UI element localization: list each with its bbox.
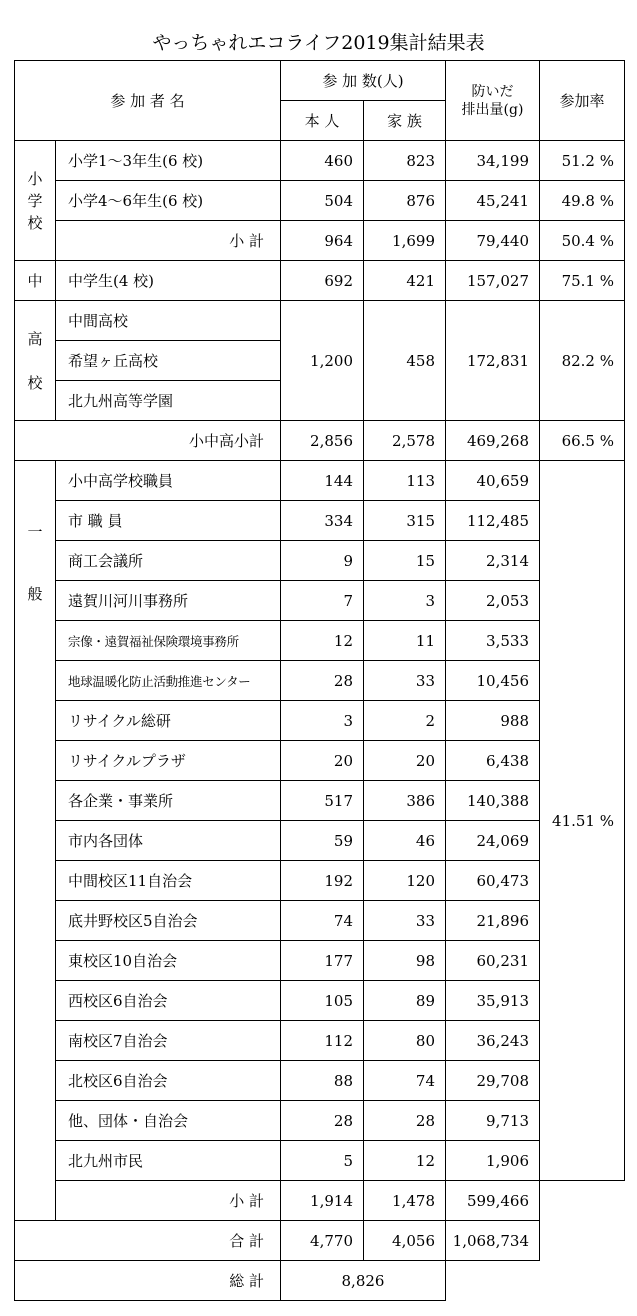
emissions-cell: 469,268 [446, 421, 540, 461]
self-cell: 4,770 [281, 1221, 364, 1261]
row-name: 商工会議所 [56, 541, 281, 581]
self-cell: 460 [281, 141, 364, 181]
table-row [15, 581, 625, 621]
table-row [15, 541, 625, 581]
row-name: 宗像・遠賀福祉保険環境事務所 [56, 621, 281, 661]
table-row [15, 901, 625, 941]
row-name: 中間高校 [56, 301, 281, 341]
row-name: 北校区6自治会 [56, 1061, 281, 1101]
self-cell: 5 [281, 1141, 364, 1181]
self-cell: 28 [281, 1101, 364, 1141]
general-label: 一般 [15, 461, 56, 1221]
school-subtotal-row [15, 421, 625, 461]
emissions-cell: 9,713 [446, 1101, 540, 1141]
emissions-cell: 60,473 [446, 861, 540, 901]
family-cell: 876 [364, 181, 446, 221]
family-cell: 1,478 [364, 1181, 446, 1221]
emissions-cell: 112,485 [446, 501, 540, 541]
self-cell: 12 [281, 621, 364, 661]
self-cell: 964 [281, 221, 364, 261]
row-name: 市 職 員 [56, 501, 281, 541]
self-cell: 7 [281, 581, 364, 621]
emissions-cell: 21,896 [446, 901, 540, 941]
general-rate-cell: 41.51 % [540, 461, 625, 1181]
family-cell: 33 [364, 901, 446, 941]
grand-total-row [15, 1261, 625, 1301]
row-name: 北九州市民 [56, 1141, 281, 1181]
emissions-cell: 79,440 [446, 221, 540, 261]
family-cell: 89 [364, 981, 446, 1021]
family-cell: 1,699 [364, 221, 446, 261]
table-row [15, 461, 625, 501]
rate-header: 参加率 [540, 61, 625, 141]
emissions-cell: 6,438 [446, 741, 540, 781]
family-header: 家 族 [364, 101, 446, 141]
self-cell: 9 [281, 541, 364, 581]
family-cell: 421 [364, 261, 446, 301]
family-cell: 113 [364, 461, 446, 501]
junior-high-label: 中 [15, 261, 56, 301]
rate-cell: 75.1 % [540, 261, 625, 301]
family-cell: 12 [364, 1141, 446, 1181]
row-name: 東校区10自治会 [56, 941, 281, 981]
family-cell: 80 [364, 1021, 446, 1061]
table-row [15, 501, 625, 541]
row-name: 西校区6自治会 [56, 981, 281, 1021]
emissions-header-line2: 排出量(g) [461, 101, 524, 118]
self-cell: 20 [281, 741, 364, 781]
row-name: 遠賀川河川事務所 [56, 581, 281, 621]
emissions-cell: 34,199 [446, 141, 540, 181]
emissions-cell: 599,466 [446, 1181, 540, 1221]
family-cell: 46 [364, 821, 446, 861]
results-table [14, 60, 625, 1301]
grand-total-label: 総 計 [15, 1261, 281, 1301]
table-row [15, 981, 625, 1021]
family-cell: 458 [364, 301, 446, 421]
rate-cell: 66.5 % [540, 421, 625, 461]
row-name: 中学生(4 校) [56, 261, 281, 301]
emissions-cell: 10,456 [446, 661, 540, 701]
self-cell: 2,856 [281, 421, 364, 461]
table-row [15, 301, 625, 341]
table-row [15, 261, 625, 301]
family-cell: 28 [364, 1101, 446, 1141]
self-cell: 28 [281, 661, 364, 701]
emissions-cell: 157,027 [446, 261, 540, 301]
row-name: 他、団体・自治会 [56, 1101, 281, 1141]
emissions-cell: 24,069 [446, 821, 540, 861]
high-school-label: 高校 [15, 301, 56, 421]
table-row [15, 1141, 625, 1181]
emissions-cell: 45,241 [446, 181, 540, 221]
self-cell: 112 [281, 1021, 364, 1061]
blank-cell [540, 1261, 625, 1301]
self-cell: 105 [281, 981, 364, 1021]
row-name: 北九州高等学園 [56, 381, 281, 421]
self-cell: 88 [281, 1061, 364, 1101]
row-name: 地球温暖化防止活動推進センター [56, 661, 281, 701]
grand-total-value: 8,826 [281, 1261, 446, 1301]
total-row [15, 1221, 625, 1261]
table-row [15, 141, 625, 181]
self-cell: 1,200 [281, 301, 364, 421]
emissions-cell: 35,913 [446, 981, 540, 1021]
emissions-cell: 988 [446, 701, 540, 741]
self-cell: 144 [281, 461, 364, 501]
row-name: 小学4～6年生(6 校) [56, 181, 281, 221]
emissions-header-line1: 防いだ [471, 83, 514, 100]
self-cell: 74 [281, 901, 364, 941]
emissions-cell: 40,659 [446, 461, 540, 501]
table-row [15, 1021, 625, 1061]
family-cell: 2 [364, 701, 446, 741]
emissions-cell: 140,388 [446, 781, 540, 821]
table-row [15, 941, 625, 981]
row-name: 市内各団体 [56, 821, 281, 861]
self-cell: 192 [281, 861, 364, 901]
emissions-cell: 60,231 [446, 941, 540, 981]
subtotal-row [15, 221, 625, 261]
subtotal-row [15, 1181, 625, 1221]
row-name: 中間校区11自治会 [56, 861, 281, 901]
family-cell: 33 [364, 661, 446, 701]
family-cell: 3 [364, 581, 446, 621]
family-cell: 98 [364, 941, 446, 981]
self-cell: 177 [281, 941, 364, 981]
subtotal-label: 小 計 [56, 1181, 281, 1221]
self-cell: 334 [281, 501, 364, 541]
school-subtotal-label: 小中高小計 [15, 421, 281, 461]
emissions-cell: 2,314 [446, 541, 540, 581]
row-name: 小学1～3年生(6 校) [56, 141, 281, 181]
family-cell: 120 [364, 861, 446, 901]
emissions-cell: 3,533 [446, 621, 540, 661]
rate-cell: 49.8 % [540, 181, 625, 221]
emissions-cell: 1,068,734 [446, 1221, 540, 1261]
table-row [15, 781, 625, 821]
family-cell: 386 [364, 781, 446, 821]
emissions-cell: 36,243 [446, 1021, 540, 1061]
table-row [15, 1061, 625, 1101]
participant-name-header: 参 加 者 名 [15, 61, 281, 141]
rate-cell: 51.2 % [540, 141, 625, 181]
self-header: 本 人 [281, 101, 364, 141]
rate-cell: 82.2 % [540, 301, 625, 421]
elementary-label: 小学校 [15, 141, 56, 261]
table-row [15, 621, 625, 661]
header-row-1 [15, 61, 625, 101]
family-cell: 11 [364, 621, 446, 661]
self-cell: 692 [281, 261, 364, 301]
self-cell: 59 [281, 821, 364, 861]
family-cell: 74 [364, 1061, 446, 1101]
row-name: リサイクルプラザ [56, 741, 281, 781]
table-row [15, 701, 625, 741]
row-name: 底井野校区5自治会 [56, 901, 281, 941]
emissions-cell: 2,053 [446, 581, 540, 621]
row-name: 小中高学校職員 [56, 461, 281, 501]
family-cell: 823 [364, 141, 446, 181]
emissions-cell: 172,831 [446, 301, 540, 421]
table-row [15, 661, 625, 701]
table-row [15, 1101, 625, 1141]
table-row [15, 861, 625, 901]
total-label: 合 計 [15, 1221, 281, 1261]
table-row [15, 821, 625, 861]
emissions-cell: 29,708 [446, 1061, 540, 1101]
family-cell: 315 [364, 501, 446, 541]
table-row [15, 741, 625, 781]
blank-cell [540, 1221, 625, 1261]
row-name: 各企業・事業所 [56, 781, 281, 821]
blank-cell [540, 1181, 625, 1221]
participant-count-header: 参 加 数(人) [281, 61, 446, 101]
blank-cell [446, 1261, 540, 1301]
table-row [15, 181, 625, 221]
self-cell: 1,914 [281, 1181, 364, 1221]
page-title: やっちゃれエコライフ2019集計結果表 [152, 32, 485, 54]
row-name: リサイクル総研 [56, 701, 281, 741]
family-cell: 4,056 [364, 1221, 446, 1261]
rate-cell: 50.4 % [540, 221, 625, 261]
self-cell: 504 [281, 181, 364, 221]
row-name: 南校区7自治会 [56, 1021, 281, 1061]
row-name: 希望ヶ丘高校 [56, 341, 281, 381]
family-cell: 2,578 [364, 421, 446, 461]
family-cell: 15 [364, 541, 446, 581]
family-cell: 20 [364, 741, 446, 781]
subtotal-label: 小 計 [56, 221, 281, 261]
self-cell: 3 [281, 701, 364, 741]
self-cell: 517 [281, 781, 364, 821]
emissions-header [446, 61, 540, 141]
emissions-cell: 1,906 [446, 1141, 540, 1181]
